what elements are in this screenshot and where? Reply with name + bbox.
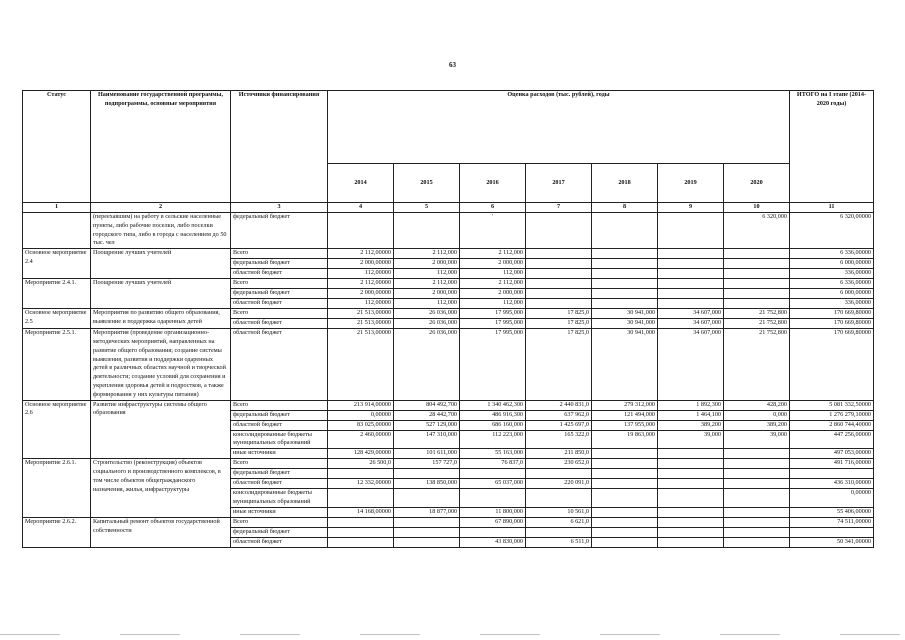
program-name-cell: Поощрение лучших учителей xyxy=(91,279,231,309)
year-2019: 2019 xyxy=(658,164,724,203)
value-cell-2018 xyxy=(592,537,658,547)
value-cell-2020: 21 752,800 xyxy=(724,329,790,400)
value-cell-2018 xyxy=(592,299,658,309)
value-cell-2017 xyxy=(526,527,592,537)
value-cell-2018: 30 941,000 xyxy=(592,329,658,400)
value-cell-2020 xyxy=(724,259,790,269)
total-cell: 5 081 332,50000 xyxy=(790,400,874,410)
col-num: 6 xyxy=(460,203,526,213)
table-row xyxy=(23,517,874,527)
value-cell-2015: 147 310,000 xyxy=(394,430,460,449)
year-2017: 2017 xyxy=(526,164,592,203)
value-cell-2020 xyxy=(724,299,790,309)
value-cell-2016: 112 223,000 xyxy=(460,430,526,449)
value-cell-2016 xyxy=(460,527,526,537)
value-cell-2015: 18 877,000 xyxy=(394,507,460,517)
value-cell-2016: 2 112,000 xyxy=(460,279,526,289)
status-cell: Основное мероприятие 2.4 xyxy=(23,249,91,279)
value-cell-2014 xyxy=(328,213,394,249)
value-cell-2019 xyxy=(658,489,724,508)
value-cell-2014: 112,00000 xyxy=(328,299,394,309)
table-body xyxy=(23,213,874,548)
value-cell-2017: 165 322,0 xyxy=(526,430,592,449)
value-cell-2018 xyxy=(592,213,658,249)
value-cell-2016: 2 000,000 xyxy=(460,289,526,299)
value-cell-2018 xyxy=(592,489,658,508)
value-cell-2016: 686 160,000 xyxy=(460,420,526,430)
value-cell-2017 xyxy=(526,489,592,508)
year-2018: 2018 xyxy=(592,164,658,203)
total-cell: 447 256,00000 xyxy=(790,430,874,449)
header-name: Наименование государственной программы, подпрограммы, основные мероприятия xyxy=(91,91,231,203)
funding-source-cell: Всего xyxy=(231,249,328,259)
value-cell-2016 xyxy=(460,469,526,479)
funding-source-cell: Всего xyxy=(231,459,328,469)
program-name-cell: Мероприятия (проведение организационно-методических мероприятий, направленных на развитие общего образования; создание системы выявления, развития и поддержки одаренных детей в различных областях научной и творческой деятельности; создание условий для сохранения и укрепления здоровья детей и подростков, а также формирования у них культуры питания) xyxy=(91,329,231,400)
value-cell-2014: 12 332,00000 xyxy=(328,479,394,489)
value-cell-2018: 137 955,000 xyxy=(592,420,658,430)
value-cell-2020: 428,200 xyxy=(724,400,790,410)
value-cell-2015: 26 036,000 xyxy=(394,309,460,319)
value-cell-2020 xyxy=(724,537,790,547)
value-cell-2019: 1 892,300 xyxy=(658,400,724,410)
program-name-cell: Мероприятия по развитию общего образования, выявление и поддержка одаренных детей xyxy=(91,309,231,329)
value-cell-2019: 39,000 xyxy=(658,430,724,449)
value-cell-2019 xyxy=(658,269,724,279)
col-num: 9 xyxy=(658,203,724,213)
total-cell: 491 716,00000 xyxy=(790,459,874,469)
funding-source-cell: областной бюджет xyxy=(231,329,328,400)
value-cell-2015: 2 000,000 xyxy=(394,289,460,299)
col-num: 7 xyxy=(526,203,592,213)
table-row xyxy=(23,279,874,289)
value-cell-2017: 6 511,0 xyxy=(526,537,592,547)
total-cell: 6 320,00000 xyxy=(790,213,874,249)
funding-source-cell: федеральный бюджет xyxy=(231,289,328,299)
value-cell-2020 xyxy=(724,249,790,259)
program-name-cell: Поощрение лучших учителей xyxy=(91,249,231,279)
value-cell-2019 xyxy=(658,537,724,547)
funding-source-cell: Всего xyxy=(231,400,328,410)
value-cell-2017: 6 621,0 xyxy=(526,517,592,527)
header-status: Статус xyxy=(23,91,91,203)
funding-source-cell: иные источники xyxy=(231,449,328,459)
value-cell-2018 xyxy=(592,259,658,269)
value-cell-2019 xyxy=(658,517,724,527)
value-cell-2014: 2 460,00000 xyxy=(328,430,394,449)
value-cell-2018 xyxy=(592,449,658,459)
value-cell-2015: 101 611,000 xyxy=(394,449,460,459)
value-cell-2014: 2 112,00000 xyxy=(328,249,394,259)
total-cell: 2 860 744,40000 xyxy=(790,420,874,430)
value-cell-2018 xyxy=(592,279,658,289)
value-cell-2018: 121 494,000 xyxy=(592,410,658,420)
value-cell-2019 xyxy=(658,259,724,269)
column-number-row xyxy=(23,203,874,213)
status-cell: Мероприятие 2.5.1. xyxy=(23,329,91,400)
value-cell-2018 xyxy=(592,269,658,279)
value-cell-2017 xyxy=(526,469,592,479)
value-cell-2018: 19 863,000 xyxy=(592,430,658,449)
value-cell-2014: 26 500,0 xyxy=(328,459,394,469)
table-row xyxy=(23,459,874,469)
budget-sheet xyxy=(22,90,874,548)
value-cell-2019 xyxy=(658,279,724,289)
value-cell-2020: 39,000 xyxy=(724,430,790,449)
total-cell: 6 336,00000 xyxy=(790,249,874,259)
value-cell-2015: 138 850,000 xyxy=(394,479,460,489)
total-cell: 1 276 279,10000 xyxy=(790,410,874,420)
value-cell-2020 xyxy=(724,269,790,279)
table-row xyxy=(23,249,874,259)
value-cell-2017 xyxy=(526,213,592,249)
value-cell-2019: 34 607,000 xyxy=(658,329,724,400)
funding-source-cell: областной бюджет xyxy=(231,479,328,489)
funding-source-cell: федеральный бюджет xyxy=(231,410,328,420)
value-cell-2019: 389,200 xyxy=(658,420,724,430)
funding-source-cell: консолидированные бюджеты муниципальных образований xyxy=(231,430,328,449)
value-cell-2016: ' xyxy=(460,213,526,249)
value-cell-2020 xyxy=(724,527,790,537)
value-cell-2018: 30 941,000 xyxy=(592,309,658,319)
value-cell-2020: 21 752,800 xyxy=(724,319,790,329)
total-cell: 6 336,00000 xyxy=(790,279,874,289)
col-num: 2 xyxy=(91,203,231,213)
year-2020: 2020 xyxy=(724,164,790,203)
value-cell-2020: 21 752,800 xyxy=(724,309,790,319)
total-cell: 336,00000 xyxy=(790,269,874,279)
value-cell-2015: 527 129,000 xyxy=(394,420,460,430)
value-cell-2020 xyxy=(724,459,790,469)
program-name-cell: (переехавшим) на работу в сельские населенные пункты, либо рабочие поселки, либо поселки городского типа, либо в города с населением до 50 тыс. чел xyxy=(91,213,231,249)
value-cell-2014 xyxy=(328,537,394,547)
value-cell-2019 xyxy=(658,213,724,249)
value-cell-2017: 17 825,0 xyxy=(526,319,592,329)
funding-source-cell: Всего xyxy=(231,309,328,319)
status-cell xyxy=(23,213,91,249)
value-cell-2019 xyxy=(658,249,724,259)
value-cell-2015: 28 442,700 xyxy=(394,410,460,420)
value-cell-2014: 21 513,00000 xyxy=(328,309,394,319)
value-cell-2016: 17 995,000 xyxy=(460,319,526,329)
value-cell-2019 xyxy=(658,449,724,459)
value-cell-2015 xyxy=(394,537,460,547)
value-cell-2017: 17 825,0 xyxy=(526,309,592,319)
value-cell-2014: 128 429,00000 xyxy=(328,449,394,459)
value-cell-2018: 279 312,000 xyxy=(592,400,658,410)
value-cell-2016: 1 340 462,300 xyxy=(460,400,526,410)
value-cell-2017 xyxy=(526,269,592,279)
status-cell: Основное мероприятие 2.5 xyxy=(23,309,91,329)
col-num: 5 xyxy=(394,203,460,213)
funding-source-cell: областной бюджет xyxy=(231,420,328,430)
value-cell-2020 xyxy=(724,279,790,289)
value-cell-2018 xyxy=(592,459,658,469)
funding-source-cell: областной бюджет xyxy=(231,537,328,547)
value-cell-2014: 83 025,00000 xyxy=(328,420,394,430)
value-cell-2014: 2 000,00000 xyxy=(328,259,394,269)
value-cell-2014: 21 513,00000 xyxy=(328,329,394,400)
value-cell-2019: 34 607,000 xyxy=(658,319,724,329)
value-cell-2014: 21 513,00000 xyxy=(328,319,394,329)
value-cell-2019: 34 607,000 xyxy=(658,309,724,319)
value-cell-2017: 10 561,0 xyxy=(526,507,592,517)
value-cell-2018 xyxy=(592,479,658,489)
value-cell-2016: 67 890,000 xyxy=(460,517,526,527)
total-cell: 170 669,80000 xyxy=(790,319,874,329)
value-cell-2015: 2 112,000 xyxy=(394,249,460,259)
value-cell-2014 xyxy=(328,489,394,508)
value-cell-2018 xyxy=(592,289,658,299)
value-cell-2016: 55 163,000 xyxy=(460,449,526,459)
value-cell-2020 xyxy=(724,479,790,489)
value-cell-2018 xyxy=(592,507,658,517)
value-cell-2016: 43 830,000 xyxy=(460,537,526,547)
value-cell-2020 xyxy=(724,289,790,299)
value-cell-2014: 112,00000 xyxy=(328,269,394,279)
value-cell-2017: 211 850,0 xyxy=(526,449,592,459)
total-cell: 6 000,00000 xyxy=(790,259,874,269)
value-cell-2017: 1 425 697,0 xyxy=(526,420,592,430)
value-cell-2017: 220 091,0 xyxy=(526,479,592,489)
value-cell-2020 xyxy=(724,489,790,508)
col-num: 8 xyxy=(592,203,658,213)
value-cell-2015: 26 036,000 xyxy=(394,319,460,329)
total-cell xyxy=(790,527,874,537)
header-estimate: Оценка расходов (тыс. рублей), годы xyxy=(328,91,790,164)
value-cell-2020: 389,200 xyxy=(724,420,790,430)
year-2015: 2015 xyxy=(394,164,460,203)
value-cell-2019 xyxy=(658,527,724,537)
year-2016: 2016 xyxy=(460,164,526,203)
value-cell-2016: 2 000,000 xyxy=(460,259,526,269)
value-cell-2019: 1 464,100 xyxy=(658,410,724,420)
value-cell-2020: 0,000 xyxy=(724,410,790,420)
funding-source-cell: федеральный бюджет xyxy=(231,259,328,269)
total-cell: 0,00000 xyxy=(790,489,874,508)
col-num: 10 xyxy=(724,203,790,213)
total-cell: 436 310,00000 xyxy=(790,479,874,489)
value-cell-2015: 804 492,700 xyxy=(394,400,460,410)
total-cell: 50 341,00000 xyxy=(790,537,874,547)
value-cell-2019 xyxy=(658,507,724,517)
value-cell-2020 xyxy=(724,469,790,479)
value-cell-2014 xyxy=(328,517,394,527)
status-cell: Мероприятие 2.4.1. xyxy=(23,279,91,309)
value-cell-2015: 112,000 xyxy=(394,299,460,309)
value-cell-2015 xyxy=(394,527,460,537)
value-cell-2016 xyxy=(460,489,526,508)
value-cell-2014: 0,00000 xyxy=(328,410,394,420)
value-cell-2016: 2 112,000 xyxy=(460,249,526,259)
value-cell-2019 xyxy=(658,289,724,299)
value-cell-2020: 6 320,000 xyxy=(724,213,790,249)
value-cell-2014: 14 168,00000 xyxy=(328,507,394,517)
value-cell-2015: 26 036,000 xyxy=(394,329,460,400)
funding-source-cell: областной бюджет xyxy=(231,269,328,279)
table-row xyxy=(23,309,874,319)
total-cell: 170 669,80000 xyxy=(790,329,874,400)
value-cell-2015 xyxy=(394,517,460,527)
header-total: ИТОГО на I этапе (2014-2020 годы) xyxy=(790,91,874,203)
table-row xyxy=(23,400,874,410)
funding-source-cell: Всего xyxy=(231,517,328,527)
funding-source-cell: федеральный бюджет xyxy=(231,469,328,479)
program-name-cell: Капитальный ремонт объектов государственной собственности xyxy=(91,517,231,547)
value-cell-2019 xyxy=(658,479,724,489)
year-2014: 2014 xyxy=(328,164,394,203)
status-cell: Мероприятие 2.6.2. xyxy=(23,517,91,547)
total-cell: 170 669,80000 xyxy=(790,309,874,319)
value-cell-2017 xyxy=(526,249,592,259)
total-cell: 336,00000 xyxy=(790,299,874,309)
total-cell: 55 406,00000 xyxy=(790,507,874,517)
budget-table xyxy=(22,90,874,548)
value-cell-2015: 112,000 xyxy=(394,269,460,279)
value-cell-2018 xyxy=(592,517,658,527)
status-cell: Основное мероприятие 2.6 xyxy=(23,400,91,459)
value-cell-2016: 65 037,000 xyxy=(460,479,526,489)
value-cell-2017: 17 825,0 xyxy=(526,329,592,400)
value-cell-2015: 157 727,0 xyxy=(394,459,460,469)
value-cell-2017 xyxy=(526,299,592,309)
header-row xyxy=(23,91,874,164)
value-cell-2014: 2 112,00000 xyxy=(328,279,394,289)
value-cell-2018 xyxy=(592,469,658,479)
value-cell-2017: 230 652,0 xyxy=(526,459,592,469)
total-cell: 6 000,00000 xyxy=(790,289,874,299)
value-cell-2015 xyxy=(394,489,460,508)
col-num: 1 xyxy=(23,203,91,213)
funding-source-cell: областной бюджет xyxy=(231,299,328,309)
table-row xyxy=(23,329,874,400)
total-cell: 74 511,00000 xyxy=(790,517,874,527)
page-bottom-edge xyxy=(0,634,905,635)
value-cell-2017 xyxy=(526,279,592,289)
page-number: 63 xyxy=(449,61,456,69)
value-cell-2019 xyxy=(658,299,724,309)
value-cell-2016: 17 995,000 xyxy=(460,309,526,319)
funding-source-cell: федеральный бюджет xyxy=(231,527,328,537)
value-cell-2015 xyxy=(394,213,460,249)
value-cell-2014: 2 000,00000 xyxy=(328,289,394,299)
value-cell-2015 xyxy=(394,469,460,479)
value-cell-2019 xyxy=(658,469,724,479)
value-cell-2017: 2 440 831,0 xyxy=(526,400,592,410)
value-cell-2020 xyxy=(724,507,790,517)
header-sources: Источники финансирования xyxy=(231,91,328,203)
funding-source-cell: консолидированные бюджеты муниципальных образований xyxy=(231,489,328,508)
program-name-cell: Развитие инфраструктуры системы общего образования xyxy=(91,400,231,459)
status-cell: Мероприятие 2.6.1. xyxy=(23,459,91,518)
value-cell-2016: 11 800,000 xyxy=(460,507,526,517)
value-cell-2020 xyxy=(724,449,790,459)
value-cell-2014 xyxy=(328,527,394,537)
value-cell-2017 xyxy=(526,289,592,299)
total-cell: 497 053,00000 xyxy=(790,449,874,459)
value-cell-2017 xyxy=(526,259,592,269)
value-cell-2018: 30 941,000 xyxy=(592,319,658,329)
value-cell-2014: 213 914,00000 xyxy=(328,400,394,410)
table-row xyxy=(23,213,874,249)
funding-source-cell: областной бюджет xyxy=(231,319,328,329)
value-cell-2016: 112,000 xyxy=(460,269,526,279)
value-cell-2015: 2 112,000 xyxy=(394,279,460,289)
value-cell-2016: 17 995,000 xyxy=(460,329,526,400)
value-cell-2016: 76 837,0 xyxy=(460,459,526,469)
value-cell-2019 xyxy=(658,459,724,469)
value-cell-2016: 486 916,300 xyxy=(460,410,526,420)
total-cell xyxy=(790,469,874,479)
col-num: 11 xyxy=(790,203,874,213)
funding-source-cell: Всего xyxy=(231,279,328,289)
value-cell-2016: 112,000 xyxy=(460,299,526,309)
value-cell-2014 xyxy=(328,469,394,479)
value-cell-2017: 637 962,0 xyxy=(526,410,592,420)
value-cell-2018 xyxy=(592,249,658,259)
value-cell-2018 xyxy=(592,527,658,537)
funding-source-cell: иные источники xyxy=(231,507,328,517)
program-name-cell: Строительство (реконструкция) объектов социального и производственного комплексов, в том числе объектов общегражданского назначения, жилья, инфраструктуры xyxy=(91,459,231,518)
col-num: 4 xyxy=(328,203,394,213)
value-cell-2015: 2 000,000 xyxy=(394,259,460,269)
funding-source-cell: федеральный бюджет xyxy=(231,213,328,249)
value-cell-2020 xyxy=(724,517,790,527)
col-num: 3 xyxy=(231,203,328,213)
